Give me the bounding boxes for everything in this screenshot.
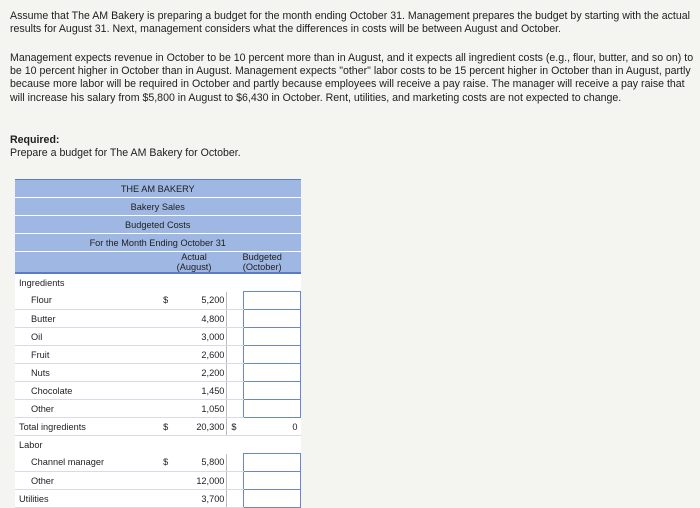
ingredient-actual: 2,600 — [178, 346, 227, 364]
ingredient-row: Flour $ 5,200 — [15, 292, 301, 310]
ingredient-budget-input[interactable] — [243, 400, 300, 418]
utilities-actual: 3,700 — [178, 490, 227, 508]
required-instruction: Prepare a budget for The AM Bakery for October. — [10, 147, 241, 159]
total-ingredients-label: Total ingredients — [15, 418, 163, 436]
ingredient-budget-input[interactable] — [243, 328, 300, 346]
ingredient-row — [15, 382, 301, 400]
labor-actual: 5,800 — [178, 454, 227, 472]
ingredient-label: Flour — [15, 292, 163, 310]
ingredients-label: Ingredients — [19, 277, 65, 288]
labor-budget-input[interactable] — [243, 454, 300, 472]
ingredient-label: Chocolate — [15, 382, 163, 400]
section-row-labor — [15, 436, 301, 454]
ingredient-row — [15, 310, 301, 328]
ingredient-budget-input[interactable] — [243, 346, 300, 364]
actual-column-header: Actual (August) — [163, 252, 227, 274]
ingredient-budget-input[interactable] — [243, 364, 300, 382]
ingredient-actual: 4,800 — [178, 310, 227, 328]
total-ingredients-actual: 20,300 — [178, 418, 227, 436]
required-heading: Required: — [10, 134, 60, 146]
ingredient-label: Oil — [15, 328, 163, 346]
ingredient-row — [15, 364, 301, 382]
utilities-row — [15, 490, 301, 508]
table-subtitle-row — [15, 198, 301, 216]
total-ingredients-row: Total ingredients $ 20,300 $ 0 — [15, 418, 301, 436]
problem-assumptions-paragraph: Management expects revenue in October to be 10 percent more than in August, and it expects all ingredient costs (e.g., flour, butter, and so on) to be 10 percent higher in October than in August. Management expects "other" labor costs to be 15 percent higher in October than in August, partly because more labor will be required in October and partly because employees will receive a pay raise. The manager will receive a pay raise that will increase his salary from $5,800 in August to $6,430 in October. Rent, utilities, and marketing costs are not expected to change. — [10, 52, 694, 104]
budgeted-costs-title: Budgeted Costs — [15, 216, 301, 234]
table-period-row — [15, 234, 301, 252]
ingredient-label: Nuts — [15, 364, 163, 382]
ingredient-actual: 3,000 — [178, 328, 227, 346]
ingredient-row — [15, 346, 301, 364]
ingredient-actual: 1,450 — [178, 382, 227, 400]
table-title-row — [15, 180, 301, 198]
sales-title: Bakery Sales — [15, 198, 301, 216]
utilities-budget-input[interactable] — [243, 490, 300, 508]
labor-label: Labor — [19, 439, 43, 450]
ingredient-row — [15, 328, 301, 346]
ingredient-budget-input[interactable] — [243, 292, 300, 310]
ingredient-label: Butter — [15, 310, 163, 328]
labor-row: Channel manager $ 5,800 — [15, 454, 301, 472]
ingredient-actual: 1,050 — [178, 400, 227, 418]
total-ingredients-budget: 0 — [243, 418, 300, 436]
ingredient-label: Fruit — [15, 346, 163, 364]
labor-actual: 12,000 — [178, 472, 227, 490]
ingredient-budget-input[interactable] — [243, 382, 300, 400]
budgeted-column-header: Budgeted (October) — [227, 252, 301, 274]
budget-table — [15, 179, 301, 508]
ingredient-budget-input[interactable] — [243, 310, 300, 328]
table-subtitle-row — [15, 216, 301, 234]
ingredient-actual: 5,200 — [178, 292, 227, 310]
labor-row — [15, 472, 301, 490]
column-header-row — [15, 252, 301, 274]
period-title: For the Month Ending October 31 — [15, 234, 301, 252]
ingredient-row — [15, 400, 301, 418]
ingredient-actual: 2,200 — [178, 364, 227, 382]
labor-label: Other — [15, 472, 163, 490]
utilities-label: Utilities — [15, 490, 163, 508]
labor-label: Channel manager — [15, 454, 163, 472]
ingredient-label: Other — [15, 400, 163, 418]
company-name: THE AM BAKERY — [15, 180, 301, 198]
section-row-ingredients — [15, 273, 301, 292]
problem-intro-paragraph: Assume that The AM Bakery is preparing a budget for the month ending October 31. Management prepares the budget by starting with the actual results for August 31. Next, management considers what the differences in costs will be between August and October. — [10, 10, 690, 36]
labor-budget-input[interactable] — [243, 472, 300, 490]
